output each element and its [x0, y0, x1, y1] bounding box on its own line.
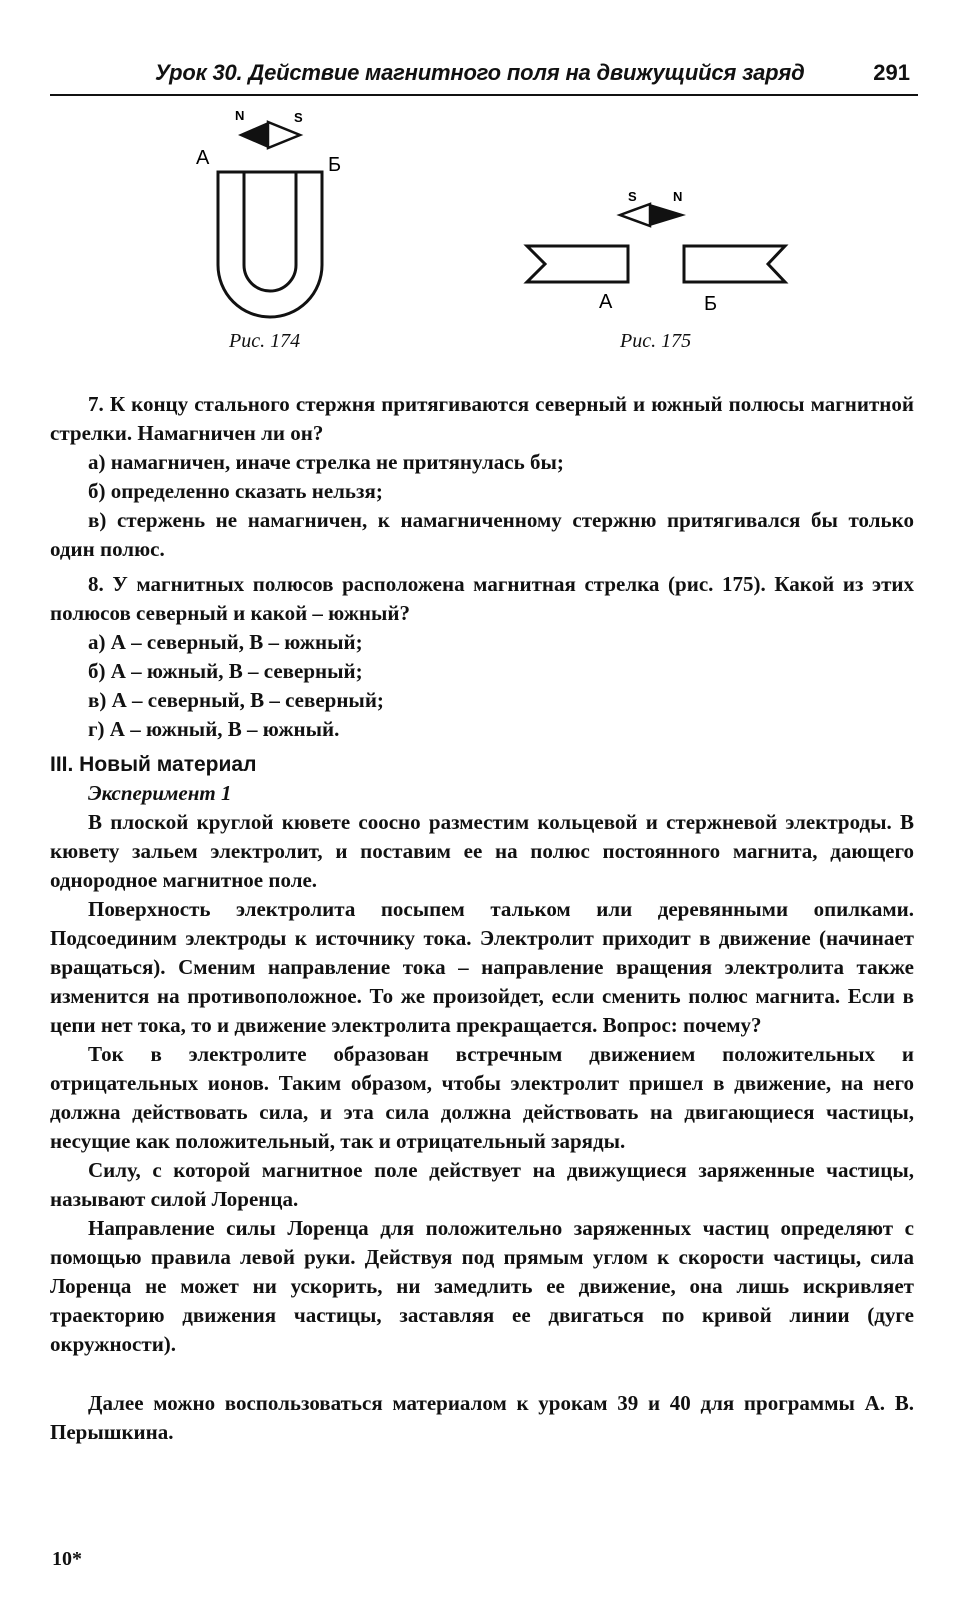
page-number: 291 — [873, 60, 910, 85]
q8-option-d: г) А – южный, В – южный. — [88, 717, 340, 741]
needle-s-label-175: S — [628, 189, 637, 204]
experiment-title: Эксперимент 1 — [88, 781, 232, 805]
pole-a-label-175: А — [599, 291, 613, 313]
q7-option-b: б) определенно сказать нельзя; — [88, 479, 383, 503]
needle-s-label-174: S — [294, 110, 303, 125]
paragraph-2: Поверхность электролита посыпем тальком или деревянными опилками. Подсоединим электроды к источнику тока. Электролит приходит в движение (начинает вращаться). Сменим направление тока – направление вращения электролита также изменится на противоположное. То же произойдет, если сменить полюс магнита. Если в цепи нет тока, то и движение электролита прекращается. Вопрос: почему? — [50, 897, 914, 1037]
figure-175 — [527, 189, 785, 315]
bar-magnet-right — [684, 246, 785, 282]
paragraph-5: Направление силы Лоренца для положительно заряженных частиц определяют с помощью правила левой руки. Действуя под прямым углом к скорости частицы, сила Лоренца не может ни ускорить, ни замедлить ее движение, она лишь искривляет траекторию движения частицы, заставляя ее двигаться по кривой линии (дуге окружности). — [50, 1216, 914, 1356]
figure-174 — [196, 108, 341, 317]
horseshoe-magnet — [218, 172, 322, 317]
pole-a-label-174: А — [196, 147, 210, 169]
needle-n-label-175: N — [673, 189, 683, 204]
figure-174-caption: Рис. 174 — [229, 330, 301, 352]
paragraph-1: В плоской круглой кювете соосно разместим кольцевой и стержневой электроды. В кювету зальем электролит, и поставим ее на полюс постоянного магнита, дающего однородное магнитное поле. — [50, 810, 914, 892]
body-text — [50, 390, 914, 1447]
figures — [0, 0, 972, 380]
paragraph-3: Ток в электролите образован встречным движением положительных и отрицательных ионов. Таким образом, чтобы электролит пришел в движение, на него должна действовать сила, и эта сила должна действовать на двигающиеся частицы, несущие как положительный, так и отрицательный заряды. — [50, 1042, 914, 1153]
running-title: Урок 30. Действие магнитного поля на движущийся заряд — [155, 60, 805, 85]
closing-note: Далее можно воспользоваться материалом к урокам 39 и 40 для программы А. В. Перышкина. — [50, 1391, 914, 1444]
question-8: 8. У магнитных полюсов расположена магнитная стрелка (рис. 175). Какой из этих полюсов северный и какой – южный? — [50, 572, 914, 625]
question-7: 7. К концу стального стержня притягиваются северный и южный полюсы магнитной стрелки. Намагничен ли он? — [50, 392, 914, 445]
section-title: III. Новый материал — [50, 753, 257, 776]
compass-needle-174 — [238, 122, 300, 148]
q7-option-a: а) намагничен, иначе стрелка не притянулась бы; — [88, 450, 564, 474]
q7-option-c: в) стержень не намагничен, к намагниченному стержню притягивался бы только один полюс. — [50, 508, 914, 561]
figure-175-caption: Рис. 175 — [620, 330, 692, 352]
compass-needle-175 — [620, 204, 686, 226]
q8-option-c: в) А – северный, В – северный; — [88, 688, 384, 712]
paragraph-4: Силу, с которой магнитное поле действует на движущиеся заряженные частицы, называют силой Лоренца. — [50, 1158, 914, 1211]
q8-option-a: а) А – северный, В – южный; — [88, 630, 363, 654]
signature-mark: 10* — [52, 1548, 82, 1570]
bar-magnet-left — [527, 246, 628, 282]
pole-b-label-175: Б — [704, 293, 718, 315]
needle-n-label-174: N — [235, 108, 245, 123]
pole-b-label-174: Б — [328, 154, 342, 176]
q8-option-b: б) А – южный, В – северный; — [88, 659, 363, 683]
